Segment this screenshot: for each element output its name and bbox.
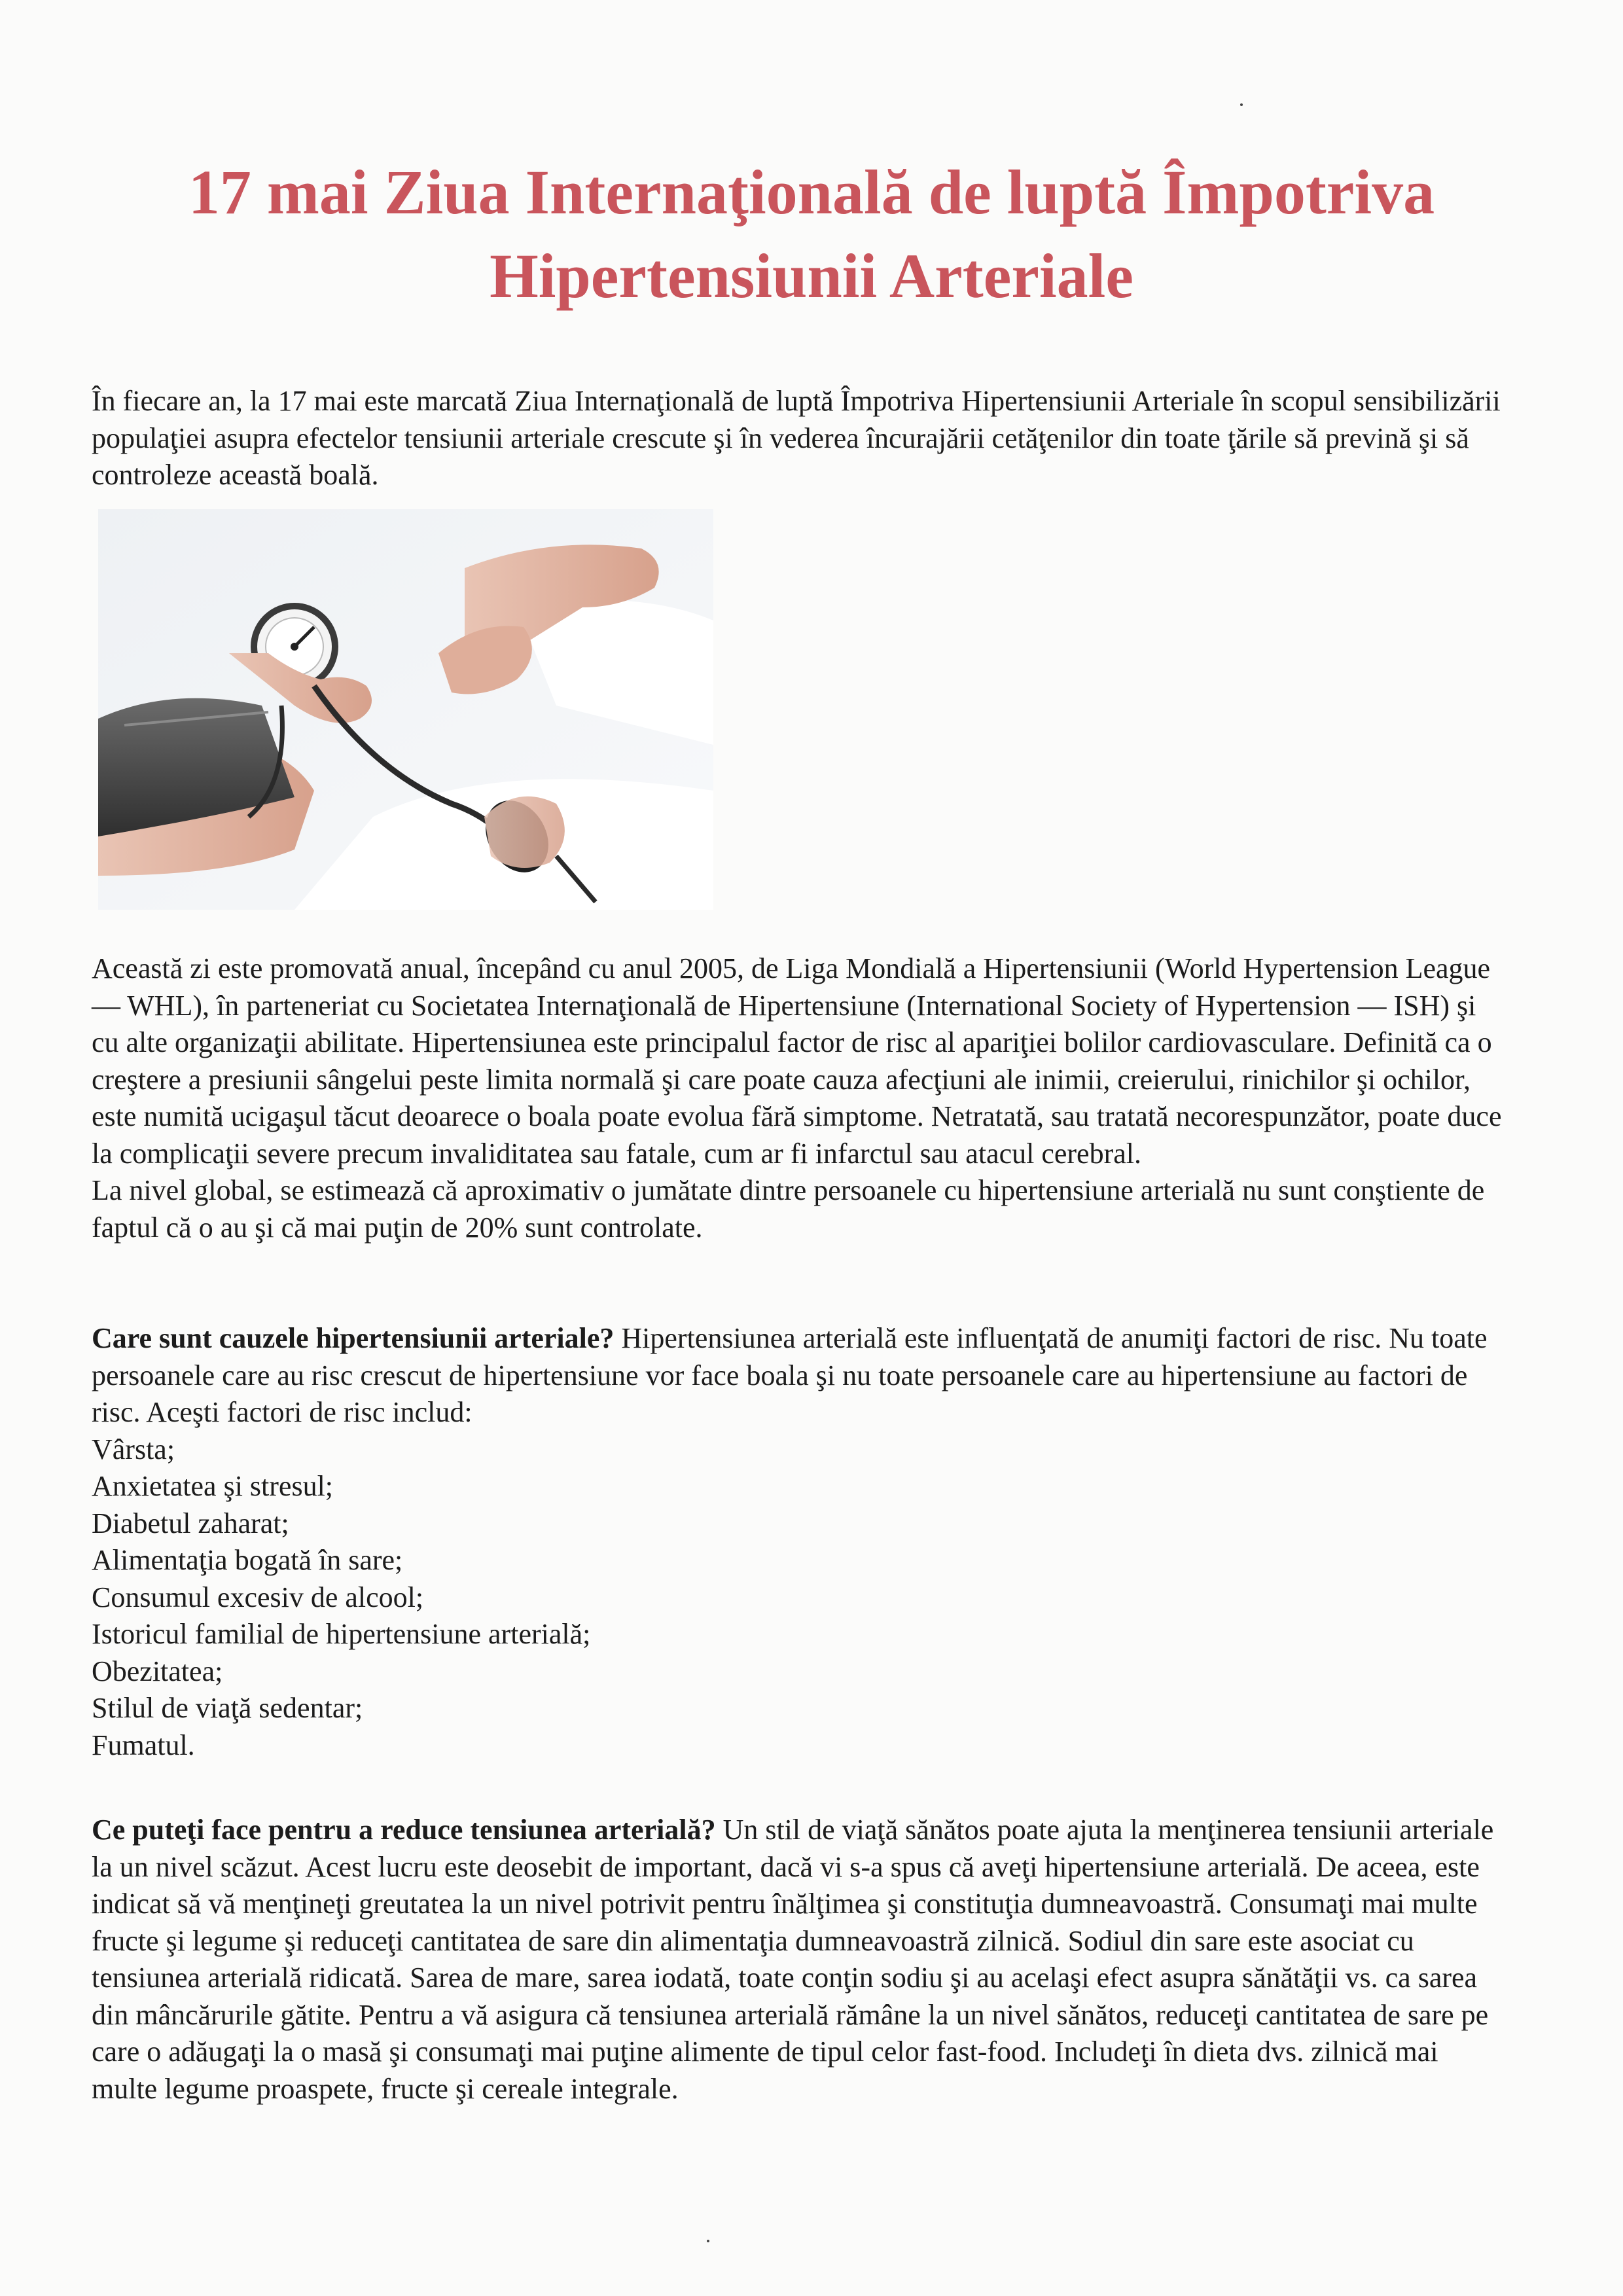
risk-factor-item: Istoricul familial de hipertensiune arterială; [92,1618,591,1650]
title-line-2: Hipertensiunii Arteriale [490,241,1133,311]
scan-speck [1240,103,1243,106]
about-paragraph-1: Această zi este promovată anual, începând cu anul 2005, de Liga Mondială a Hipertensiunii (World Hypertension League — WHL), în parteneriat cu Societatea Internaţională de Hipertensiune (International Society of Hypertension — ISH) şi cu alte organizaţii abilitate. Hipertensiunea este principalul factor de risc al apariţiei bolilor cardiovasculare. Definită ca o creştere a presiunii sângelui peste limita normală şi care poate cauza afecţiuni ale inimii, creierului, rinichilor şi ochilor, este numită ucigaşul tăcut deoarece o boala poate evolua fără simptome. Netratată, sau tratată necorespunzător, poate duce la complicaţii severe precum invaliditatea sau fatale, cum ar fi infarctul sau atacul cerebral. [92,952,1502,1170]
risk-factor-item: Anxietatea şi stresul; [92,1470,334,1502]
risk-factor-item: Consumul excesiv de alcool; [92,1581,424,1613]
risk-factor-item: Fumatul. [92,1729,195,1761]
intro-paragraph: În fiecare an, la 17 mai este marcată Ziua Internaţională de luptă Împotriva Hipertensiunii Arteriale în scopul sensibilizării populaţiei asupra efectelor tensiunii arteriale crescute şi în vederea încurajării cetăţenilor din toate ţările să prevină şi să controleze această boală. [92,385,1501,491]
risk-factors-list [92,1431,1505,1765]
risk-factor-item: Obezitatea; [92,1655,223,1687]
reduce-text: Un stil de viaţă sănătos poate ajuta la menţinerea tensiunii arteriale la un nivel scăzut. Acest lucru este deosebit de important, dacă vi s-a spus că aveţi hipertensiune arterială. De aceea, este indicat să vă menţineţi greutatea la un nivel potrivit pentru înălţimea şi constituţia dumneavoastră. Consumaţi mai multe fructe şi legume şi reduceţi cantitatea de sare din alimentaţia dumneavoastră zilnică. Sodiul din sare este asociat cu tensiunea arterială ridicată. Sarea de mare, sarea iodată, toate conţin sodiu şi au acelaşi efect asupra sănătăţii vs. ca sarea din mâncărurile gătite. Pentru a vă asigura că tensiunea arterială rămâne la un nivel sănătos, reduceţi cantitatea de sare pe care o adăugaţi la o masă şi consumaţi mai puţine alimente de tipul celor fast-food. Includeţi în dieta dvs. zilnică mai multe legume proaspete, fructe şi cereale integrale. [92,1814,1494,2105]
blood-pressure-measurement-icon [98,509,713,910]
scan-speck [707,2240,709,2242]
causes-heading: Care sunt cauzele hipertensiunii arteriale? [92,1322,615,1354]
reduce-heading: Ce puteţi face pentru a reduce tensiunea arterială? [92,1814,716,1846]
about-paragraph-2: La nivel global, se estimează că aproximativ o jumătate dintre persoanele cu hipertensiune arterială nu sunt conştiente de faptul că o au şi că mai puţin de 20% sunt controlate. [92,1174,1485,1244]
blood-pressure-photo [98,509,713,910]
risk-factor-item: Diabetul zaharat; [92,1507,289,1539]
section-reduce [92,1812,1505,2108]
causes-text: Hipertensiunea arterială este influenţată de anumiţi factori de risc. Nu toate persoanele care au risc crescut de hipertensiune vor face boala şi nu toate persoanele care au hipertensiune au factori de risc. Aceşti factori de risc includ: [92,1322,1488,1428]
risk-factor-item: Alimentaţia bogată în sare; [92,1544,403,1576]
section-about [92,950,1505,1246]
risk-factor-item: Vârsta; [92,1433,175,1465]
section-causes [92,1320,1505,1764]
title-line-1: 17 mai Ziua Internaţională de luptă Împotriva [188,157,1435,227]
page-title [65,151,1558,318]
risk-factor-item: Stilul de viaţă sedentar; [92,1692,363,1724]
